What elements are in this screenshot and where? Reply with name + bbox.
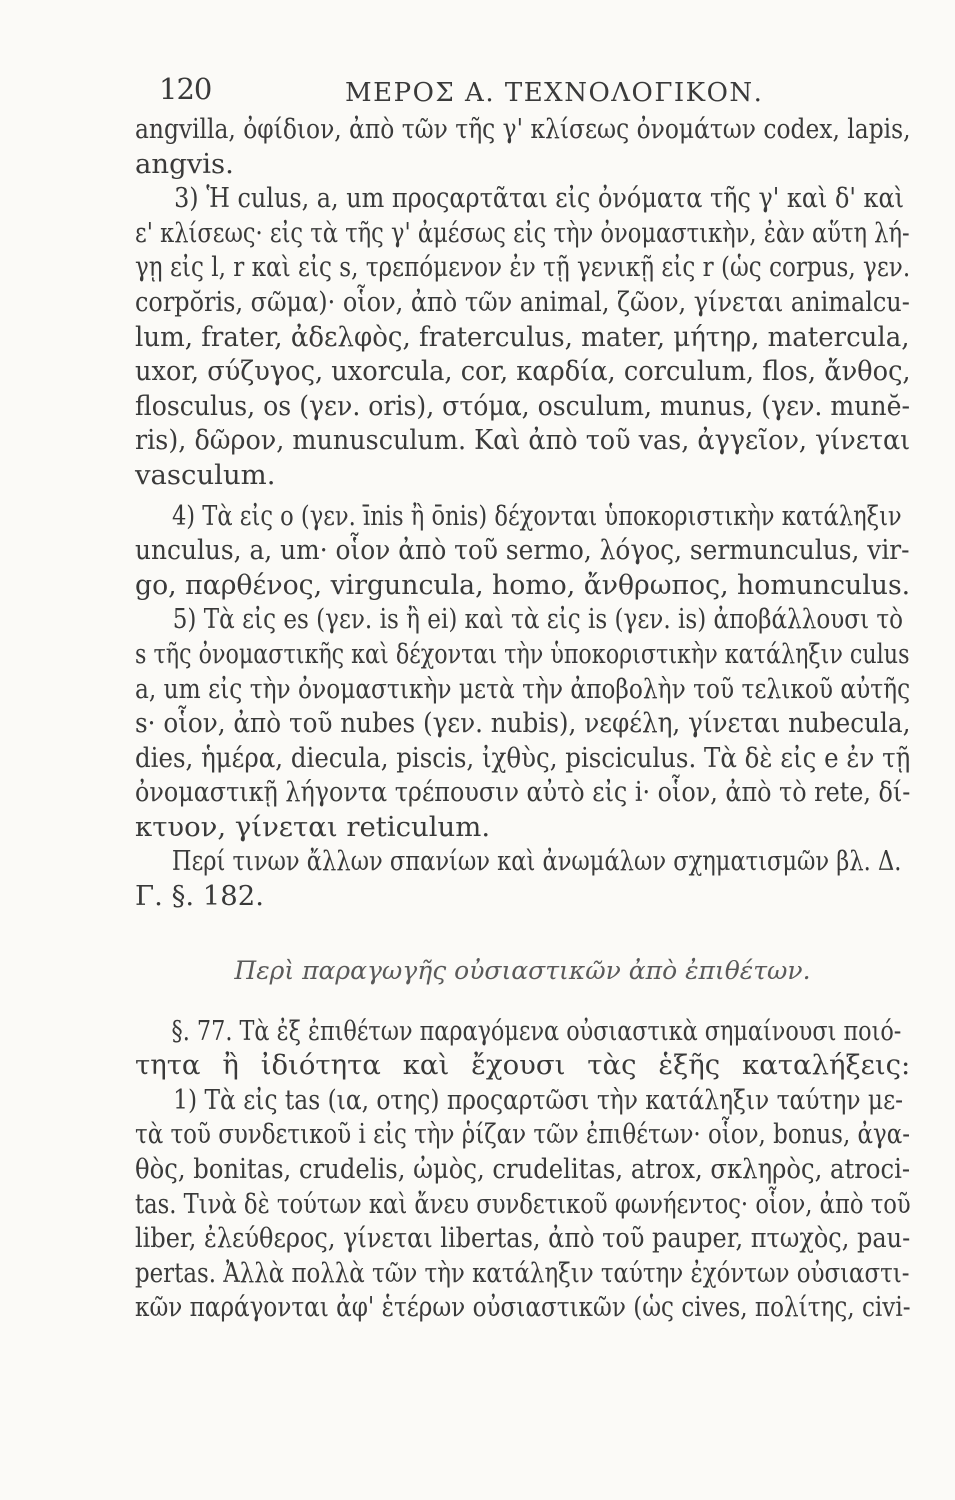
text-line: flosculus, os (γεν. oris), στόμα, osculum, munus, (γεν. munĕ- bbox=[135, 389, 910, 422]
text-line: lum, frater, ἀδελφὸς, fraterculus, mater, μήτηρ, matercula, bbox=[135, 320, 910, 353]
text-line: κῶν παράγονται ἀφ' ἑτέρων οὐσιαστικῶν (ὡς cives, πολίτης, civi- bbox=[135, 1291, 911, 1324]
text-line: 3) Ἡ culus, a, um προςαρτᾶται εἰς ὀνόματα τῆς γ' καὶ δ' καὶ bbox=[174, 182, 904, 215]
paragraph-reference bbox=[135, 844, 910, 913]
text-line: 4) Τὰ εἰς o (γεν. īnis ἢ ōnis) δέχονται ὑποκοριστικὴν κατάληξιν bbox=[171, 499, 902, 532]
text-line: 1) Τὰ εἰς tas (ια, οτης) προςαρτῶσι τὴν κατάληξιν ταύτην με- bbox=[173, 1083, 904, 1116]
text-line: a, um εἰς τὴν ὀνομαστικὴν μετὰ τὴν ἀποβολὴν τοῦ τελικοῦ αὐτῆς bbox=[135, 672, 911, 705]
running-title: ΜΕΡΟΣ Α. ΤΕΧΝΟΛΟΓΙΚΟΝ. bbox=[345, 78, 764, 108]
text-line: vasculum. bbox=[135, 458, 276, 491]
text-line: ris), δῶρον, munusculum. Καὶ ἀπὸ τοῦ vas, ἀγγεῖον, γίνεται bbox=[135, 424, 911, 457]
text-line: Περί τινων ἄλλων σπανίων καὶ ἀνωμάλων σχηματισμῶν βλ. Δ. bbox=[171, 845, 902, 878]
paragraph-es-is bbox=[135, 602, 910, 844]
text-line: angvis. bbox=[135, 147, 234, 180]
text-line: κτυον, γίνεται reticulum. bbox=[135, 810, 491, 843]
paragraph-unculus bbox=[135, 499, 910, 603]
text-line: ε' κλίσεως· εἰς τὰ τῆς γ' ἀμέσως εἰς τὴν ὀνομαστικὴν, ἐὰν αὕτη λή- bbox=[135, 216, 910, 249]
text-line: s τῆς ὀνομαστικῆς καὶ δέχονται τὴν ὑποκοριστικὴν κατάληξιν culus bbox=[135, 637, 910, 670]
paragraph-tas bbox=[135, 1083, 910, 1325]
text-line: uxor, σύζυγος, uxorcula, cor, καρδία, corculum, flos, ἄνθος, bbox=[135, 355, 911, 388]
text-line: corpŏris, σῶμα)· οἷον, ἀπὸ τῶν animal, ζῶον, γίνεται animalcu- bbox=[135, 285, 910, 318]
running-head bbox=[135, 70, 910, 110]
text-line: angvilla, ὀφίδιον, ἀπὸ τῶν τῆς γ' κλίσεως ὀνομάτων codex, lapis, bbox=[135, 113, 911, 145]
text-line: pertas. Ἀλλὰ πολλὰ τῶν τὴν κατάληξιν ταύτην ἐχόντων οὐσιαστι- bbox=[135, 1256, 910, 1289]
text-line: γῃ εἰς l, r καὶ εἰς s, τρεπόμενον ἐν τῇ γενικῇ εἰς r (ὡς corpus, γεν. bbox=[135, 251, 911, 284]
text-line: tas. Τινὰ δὲ τούτων καὶ ἄνευ συνδετικοῦ φωνήεντος· οἷον, ἀπὸ τοῦ bbox=[135, 1187, 911, 1220]
paragraph-77 bbox=[135, 1014, 910, 1083]
book-page bbox=[135, 70, 910, 1325]
text-line: unculus, a, um· οἷον ἀπὸ τοῦ sermo, λόγος, sermunculus, vir- bbox=[135, 534, 910, 567]
page-number: 120 bbox=[159, 72, 212, 106]
text-line: 5) Τὰ εἰς es (γεν. is ἢ ei) καὶ τὰ εἰς is (γεν. is) ἀποβάλλουσι τὸ bbox=[172, 603, 904, 636]
text-line: θὸς, bonitas, crudelis, ὠμὸς, crudelitas, atrox, σκληρὸς, atroci- bbox=[135, 1153, 911, 1186]
text-line: liber, ἐλεύθερος, γίνεται libertas, ἀπὸ τοῦ pauper, πτωχὸς, pau- bbox=[135, 1222, 911, 1255]
text-line: τὰ τοῦ συνδετικοῦ i εἰς τὴν ῥίζαν τῶν ἐπιθέτων· οἷον, bonus, ἀγα- bbox=[135, 1118, 910, 1151]
text-line: go, παρθένος, virguncula, homo, ἄνθρωπος, homunculus. bbox=[135, 568, 911, 601]
text-line: Γ. §. 182. bbox=[135, 880, 265, 913]
text-line: ὀνομαστικῇ λήγοντα τρέπουσιν αὐτὸ εἰς i· οἷον, ἀπὸ τὸ rete, δί- bbox=[135, 776, 911, 809]
text-line: dies, ἡμέρα, diecula, piscis, ἰχθὺς, pisciculus. Τὰ δὲ εἰς e ἐν τῇ bbox=[135, 741, 911, 774]
paragraph-culus bbox=[135, 112, 910, 493]
text-line: τητα ἢ ἰδιότητα καὶ ἔχουσι τὰς ἑξῆς καταλήξεις: bbox=[135, 1049, 911, 1082]
section-heading: Περὶ παραγωγῆς οὐσιαστικῶν ἀπὸ ἐπιθέτων. bbox=[234, 955, 811, 985]
text-line: s· οἷον, ἀπὸ τοῦ nubes (γεν. nubis), νεφέλη, γίνεται nubecula, bbox=[135, 707, 911, 740]
text-line: §. 77. Τὰ ἐξ ἐπιθέτων παραγόμενα οὐσιαστικὰ σημαίνουσι ποιό- bbox=[171, 1014, 902, 1047]
